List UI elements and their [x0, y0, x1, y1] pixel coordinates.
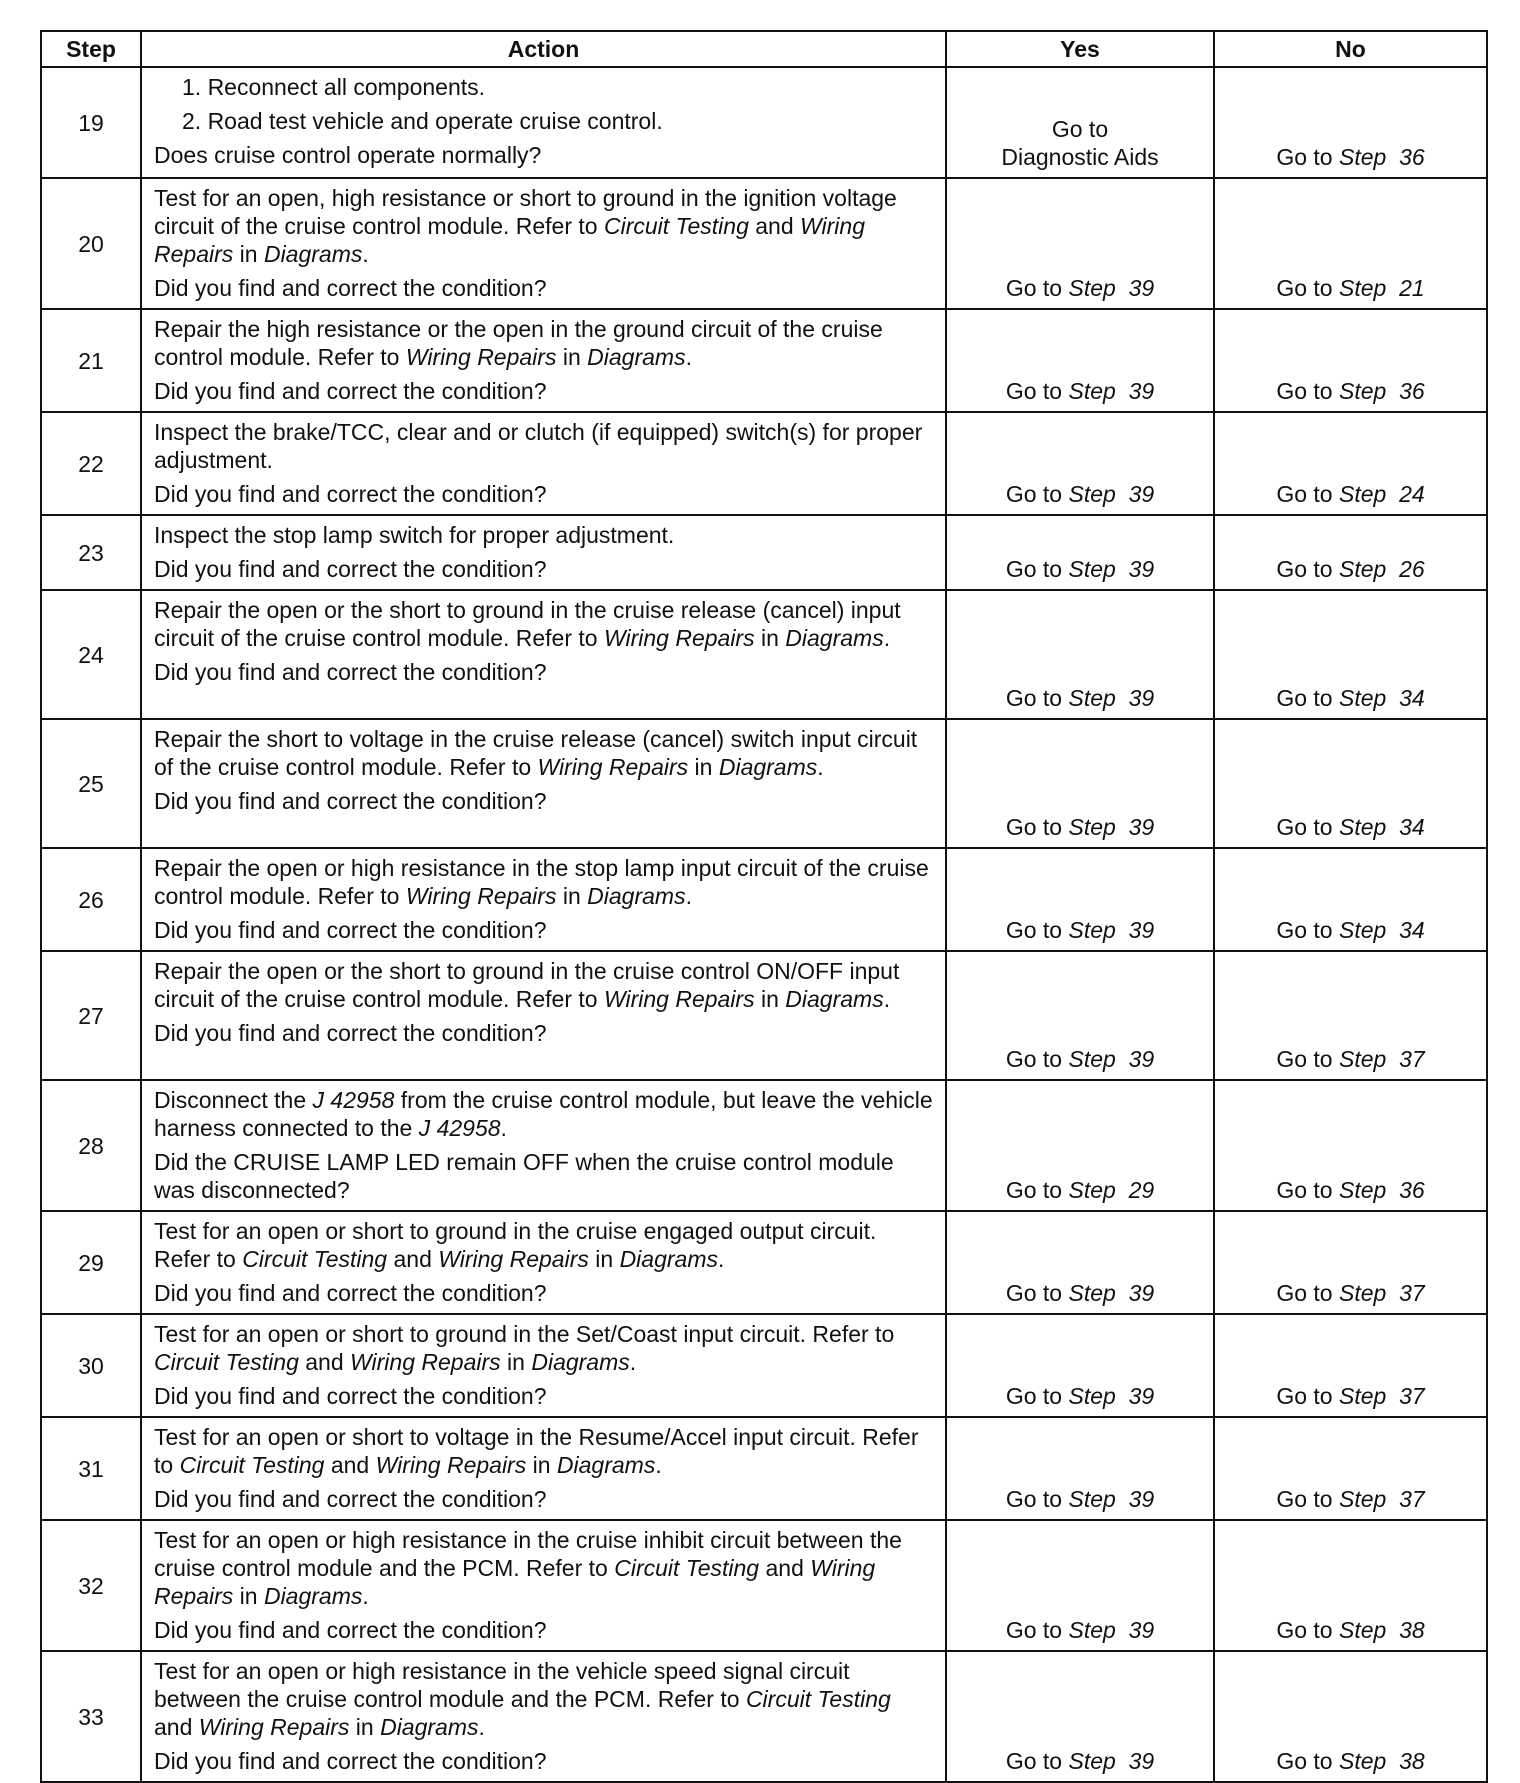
yes-result-prefix: Go to — [1005, 1748, 1063, 1774]
no-cell — [1214, 1314, 1487, 1417]
yes-result-prefix: Go to — [1005, 378, 1063, 404]
yes-cell — [946, 515, 1214, 590]
yes-result-prefix: Go to — [1005, 275, 1063, 301]
yes-result-step: Step 39 — [1068, 1046, 1155, 1072]
yes-result-step: Step 29 — [1068, 1177, 1155, 1203]
diagnostic-table — [40, 30, 1488, 1783]
no-result-prefix: Go to — [1276, 481, 1333, 507]
action-text: Repair the open or the short to ground in the cruise release (cancel) input circuit of the cruise control module. Refer to Wiring Repairs in Diagrams. — [154, 597, 901, 651]
no-result-step: Step 37 — [1338, 1280, 1425, 1306]
table-row — [41, 67, 1487, 178]
action-text: Test for an open or short to voltage in the Resume/Accel input circuit. Refer to Circuit Testing and Wiring Repairs in Diagrams. — [154, 1424, 919, 1478]
no-cell — [1214, 412, 1487, 515]
step-number: 33 — [41, 1651, 141, 1782]
action-cell — [141, 1417, 946, 1520]
yes-result-step: Step 39 — [1068, 481, 1155, 507]
action-cell — [141, 178, 946, 309]
action-cell — [141, 848, 946, 951]
step-number: 28 — [41, 1080, 141, 1211]
yes-result-step: Step 39 — [1068, 1486, 1155, 1512]
table-row — [41, 1080, 1487, 1211]
yes-result-step: Step 39 — [1068, 685, 1155, 711]
action-item: 1. Reconnect all components. — [182, 74, 486, 100]
action-cell — [141, 1651, 946, 1782]
no-result-step: Step 34 — [1338, 685, 1425, 711]
yes-result-prefix: Go to — [1005, 1280, 1063, 1306]
no-result-step: Step 37 — [1338, 1046, 1425, 1072]
no-result-prefix: Go to — [1276, 144, 1333, 170]
action-question: Did you find and correct the condition? — [154, 1280, 547, 1306]
action-text: Repair the open or high resistance in the stop lamp input circuit of the cruise control module. Refer to Wiring Repairs in Diagrams. — [154, 855, 929, 909]
yes-result-step: Step 39 — [1068, 1748, 1155, 1774]
action-question: Did you find and correct the condition? — [154, 659, 547, 685]
action-cell — [141, 1314, 946, 1417]
action-text: Disconnect the J 42958 from the cruise control module, but leave the vehicle harness connected to the J 42958. — [154, 1087, 933, 1141]
yes-cell — [946, 1080, 1214, 1211]
action-question: Did you find and correct the condition? — [154, 378, 547, 404]
no-result-step: Step 37 — [1338, 1486, 1425, 1512]
action-question: Did you find and correct the condition? — [154, 1748, 547, 1774]
table-row — [41, 515, 1487, 590]
action-text: Inspect the brake/TCC, clear and or clutch (if equipped) switch(s) for proper adjustment. — [154, 419, 923, 473]
yes-cell — [946, 590, 1214, 719]
yes-result-step: Step 39 — [1068, 1617, 1155, 1643]
action-cell — [141, 951, 946, 1080]
no-result-prefix: Go to — [1276, 1617, 1333, 1643]
step-number: 22 — [41, 412, 141, 515]
yes-result-prefix: Go to — [1005, 685, 1063, 711]
action-text: Repair the short to voltage in the cruise release (cancel) switch input circuit of the cruise control module. Refer to Wiring Repairs in Diagrams. — [154, 726, 918, 780]
no-result-step: Step 37 — [1338, 1383, 1425, 1409]
step-number: 19 — [41, 67, 141, 178]
header-action: Action — [141, 31, 946, 67]
action-question: Did you find and correct the condition? — [154, 556, 547, 582]
yes-result-line2: Diagnostic Aids — [1001, 144, 1159, 170]
table-row — [41, 848, 1487, 951]
table-row — [41, 1520, 1487, 1651]
no-cell — [1214, 719, 1487, 848]
no-result-prefix: Go to — [1276, 1383, 1333, 1409]
action-cell — [141, 719, 946, 848]
no-cell — [1214, 1080, 1487, 1211]
no-result-step: Step 24 — [1338, 481, 1425, 507]
step-number: 26 — [41, 848, 141, 951]
yes-result-step: Step 39 — [1068, 1280, 1155, 1306]
no-result-step: Step 34 — [1338, 917, 1425, 943]
action-cell — [141, 1211, 946, 1314]
yes-result-prefix: Go to — [1005, 917, 1063, 943]
no-result-prefix: Go to — [1276, 1748, 1333, 1774]
yes-result-step: Step 39 — [1068, 917, 1155, 943]
header-step: Step — [41, 31, 141, 67]
step-number: 29 — [41, 1211, 141, 1314]
action-cell — [141, 1080, 946, 1211]
header-no: No — [1214, 31, 1487, 67]
yes-result-step: Step 39 — [1068, 814, 1155, 840]
yes-cell — [946, 951, 1214, 1080]
yes-cell — [946, 412, 1214, 515]
yes-result-prefix: Go to — [1005, 1383, 1063, 1409]
yes-result-step: Step 39 — [1068, 378, 1155, 404]
action-cell — [141, 1520, 946, 1651]
action-cell — [141, 67, 946, 178]
no-result-prefix: Go to — [1276, 1046, 1333, 1072]
step-number: 30 — [41, 1314, 141, 1417]
table-row — [41, 719, 1487, 848]
table-row — [41, 590, 1487, 719]
no-cell — [1214, 1520, 1487, 1651]
action-cell — [141, 515, 946, 590]
no-cell — [1214, 1651, 1487, 1782]
yes-result-prefix: Go to — [1005, 814, 1063, 840]
yes-result-prefix: Go to — [1005, 1617, 1063, 1643]
action-text: Test for an open or high resistance in the vehicle speed signal circuit between the cruise control module and the PCM. Refer to Circuit Testing and Wiring Repairs in Diagrams. — [154, 1658, 891, 1740]
action-question: Did you find and correct the condition? — [154, 481, 547, 507]
yes-result-step: Step 39 — [1068, 556, 1155, 582]
step-number: 25 — [41, 719, 141, 848]
yes-cell — [946, 67, 1214, 178]
table-row — [41, 1211, 1487, 1314]
yes-cell — [946, 1520, 1214, 1651]
no-result-prefix: Go to — [1276, 1486, 1333, 1512]
yes-result-prefix: Go to — [1005, 556, 1063, 582]
action-question: Did you find and correct the condition? — [154, 1486, 547, 1512]
table-row — [41, 1651, 1487, 1782]
yes-result-prefix: Go to — [1005, 1046, 1063, 1072]
yes-result-prefix: Go to — [1005, 481, 1063, 507]
action-text: Test for an open or short to ground in the cruise engaged output circuit. Refer to Circuit Testing and Wiring Repairs in Diagrams. — [154, 1218, 877, 1272]
no-cell — [1214, 1417, 1487, 1520]
step-number: 20 — [41, 178, 141, 309]
yes-cell — [946, 1314, 1214, 1417]
no-result-step: Step 38 — [1338, 1748, 1425, 1774]
action-text: Test for an open, high resistance or short to ground in the ignition voltage circuit of the cruise control module. Refer to Circuit Testing and Wiring Repairs in Diagrams. — [154, 185, 897, 267]
no-result-step: Step 21 — [1338, 275, 1425, 301]
no-cell — [1214, 848, 1487, 951]
step-number: 23 — [41, 515, 141, 590]
action-question: Does cruise control operate normally? — [154, 142, 542, 168]
no-result-step: Step 38 — [1338, 1617, 1425, 1643]
table-row — [41, 951, 1487, 1080]
table-row — [41, 1417, 1487, 1520]
no-result-prefix: Go to — [1276, 917, 1333, 943]
no-result-step: Step 34 — [1338, 814, 1425, 840]
no-result-step: Step 36 — [1338, 1177, 1425, 1203]
no-cell — [1214, 178, 1487, 309]
action-text: Inspect the stop lamp switch for proper adjustment. — [154, 522, 675, 548]
action-question: Did you find and correct the condition? — [154, 917, 547, 943]
no-cell — [1214, 1211, 1487, 1314]
no-cell — [1214, 951, 1487, 1080]
yes-cell — [946, 1417, 1214, 1520]
action-text: Repair the open or the short to ground in the cruise control ON/OFF input circuit of the cruise control module. Refer to Wiring Repairs in Diagrams. — [154, 958, 900, 1012]
action-question: Did you find and correct the condition? — [154, 275, 547, 301]
step-number: 21 — [41, 309, 141, 412]
action-question: Did you find and correct the condition? — [154, 788, 547, 814]
table-row — [41, 309, 1487, 412]
yes-result-step: Step 39 — [1068, 1383, 1155, 1409]
action-cell — [141, 309, 946, 412]
no-result-step: Step 26 — [1338, 556, 1425, 582]
yes-cell — [946, 848, 1214, 951]
no-result-prefix: Go to — [1276, 1177, 1333, 1203]
no-cell — [1214, 67, 1487, 178]
yes-cell — [946, 309, 1214, 412]
no-result-step: Step 36 — [1338, 144, 1425, 170]
table-row — [41, 178, 1487, 309]
action-cell — [141, 590, 946, 719]
action-cell — [141, 412, 946, 515]
no-result-prefix: Go to — [1276, 275, 1333, 301]
no-result-prefix: Go to — [1276, 814, 1333, 840]
action-text: Test for an open or high resistance in the cruise inhibit circuit between the cruise control module and the PCM. Refer to Circuit Testing and Wiring Repairs in Diagrams. — [154, 1527, 902, 1609]
action-question: Did you find and correct the condition? — [154, 1617, 547, 1643]
header-yes: Yes — [946, 31, 1214, 67]
no-cell — [1214, 515, 1487, 590]
yes-result-prefix: Go to — [1005, 1486, 1063, 1512]
no-cell — [1214, 309, 1487, 412]
action-question: Did you find and correct the condition? — [154, 1020, 547, 1046]
yes-cell — [946, 719, 1214, 848]
step-number: 32 — [41, 1520, 141, 1651]
header-row — [41, 31, 1487, 67]
no-cell — [1214, 590, 1487, 719]
action-question: Did the CRUISE LAMP LED remain OFF when the cruise control module was disconnected? — [154, 1149, 894, 1203]
yes-cell — [946, 1651, 1214, 1782]
table-row — [41, 412, 1487, 515]
step-number: 24 — [41, 590, 141, 719]
yes-result-prefix: Go to — [1005, 1177, 1063, 1203]
no-result-step: Step 36 — [1338, 378, 1425, 404]
no-result-prefix: Go to — [1276, 556, 1333, 582]
table-row — [41, 1314, 1487, 1417]
no-result-prefix: Go to — [1276, 1280, 1333, 1306]
yes-result-line1: Go to — [1051, 116, 1109, 142]
action-item: 2. Road test vehicle and operate cruise control. — [182, 108, 663, 134]
no-result-prefix: Go to — [1276, 685, 1333, 711]
no-result-prefix: Go to — [1276, 378, 1333, 404]
action-question: Did you find and correct the condition? — [154, 1383, 547, 1409]
step-number: 27 — [41, 951, 141, 1080]
yes-cell — [946, 178, 1214, 309]
action-text: Repair the high resistance or the open in the ground circuit of the cruise control module. Refer to Wiring Repairs in Diagrams. — [154, 316, 883, 370]
step-number: 31 — [41, 1417, 141, 1520]
yes-result-step: Step 39 — [1068, 275, 1155, 301]
action-text: Test for an open or short to ground in the Set/Coast input circuit. Refer to Circuit Testing and Wiring Repairs in Diagrams. — [154, 1321, 895, 1375]
yes-cell — [946, 1211, 1214, 1314]
